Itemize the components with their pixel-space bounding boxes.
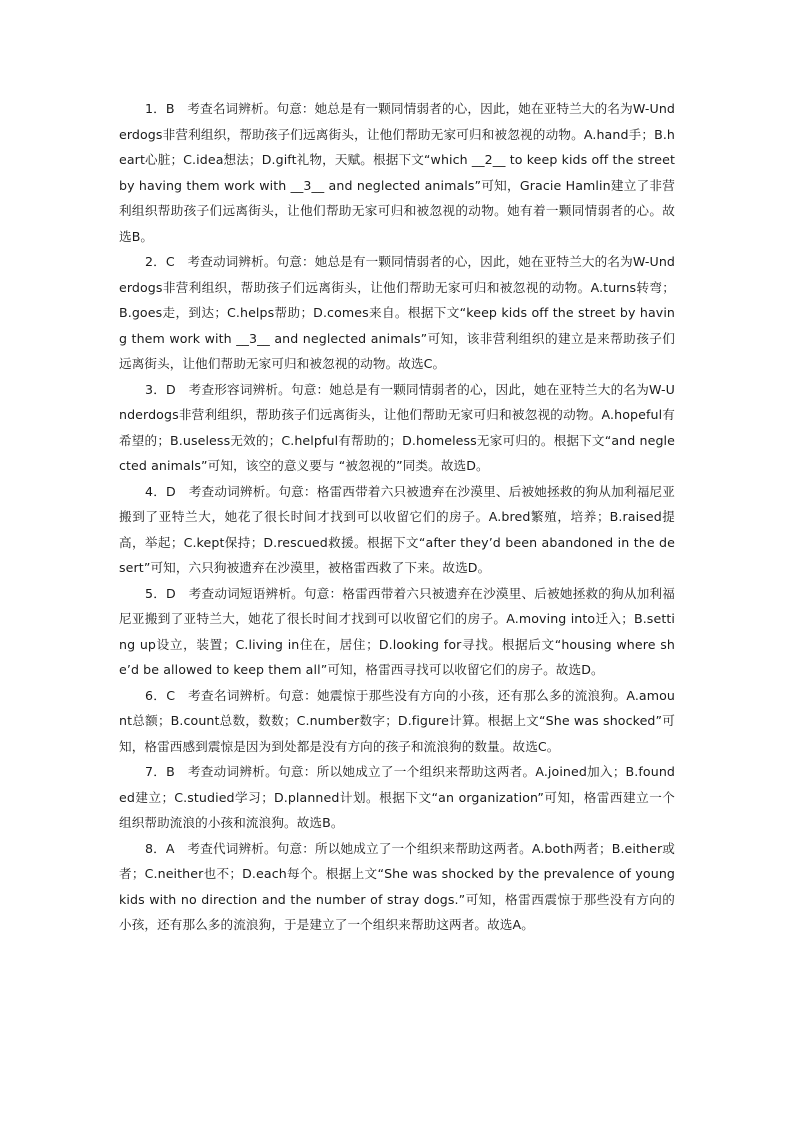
explanation-item-4: 4．D 考查动词辨析。句意：格雷西带着六只被遗弃在沙漠里、后被她拯救的狗从加利福尼亚搬到了亚特兰大，她花了很长时间才找到可以收留它们的房子。A.bred繁殖，培养；B.raised提高，举起；C.kept保持；D.rescued救援。根据下文“after they’d been abandoned in the desert”可知，六只狗被遗弃在沙漠里，被格雷西救了下来。故选D。: [119, 483, 675, 575]
explanation-item-6: 6．C 考查名词辨析。句意：她震惊于那些没有方向的小孩，还有那么多的流浪狗。A.amount总额；B.count总数，数数；C.number数字；D.figure计算。根据上文“She was shocked”可知，格雷西感到震惊是因为到处都是没有方向的孩子和流浪狗的数量。故选C。: [119, 687, 675, 754]
explanation-item-3: 3．D 考查形容词辨析。句意：她总是有一颗同情弱者的心，因此，她在亚特兰大的名为W-Underdogs非营利组织，帮助孩子们远离街头，让他们帮助无家可归和被忽视的动物。A.hopeful有希望的；B.useless无效的；C.helpful有帮助的；D.homeless无家可归的。根据下文“and neglected animals”可知，该空的意义要与 “被忽视的”同类。故选D。: [119, 381, 675, 473]
explanation-item-5: 5．D 考查动词短语辨析。句意：格雷西带着六只被遗弃在沙漠里、后被她拯救的狗从加利福尼亚搬到了亚特兰大，她花了很长时间才找到可以收留它们的房子。A.moving into迁入；B.setting up设立，装置；C.living in住在，居住；D.looking for寻找。根据后文“housing where she’d be allowed to keep them all”可知，格雷西寻找可以收留它们的房子。故选D。: [119, 585, 675, 677]
answer-explanations: [119, 96, 675, 938]
explanation-item-7: 7．B 考查动词辨析。句意：所以她成立了一个组织来帮助这两者。A.joined加入；B.founded建立；C.studied学习；D.planned计划。根据下文“an organization”可知，格雷西建立一个组织帮助流浪的小孩和流浪狗。故选B。: [119, 764, 675, 830]
explanation-item-1: 1．B 考查名词辨析。句意：她总是有一颗同情弱者的心，因此，她在亚特兰大的名为W-Underdogs非营利组织，帮助孩子们远离街头，让他们帮助无家可归和被忽视的动物。A.hand手；B.heart心脏；C.idea想法；D.gift礼物，天赋。根据下文“which __2__ to keep kids off the street by having them work with __3__ and neglected animals”可知，Gracie Hamlin建立了非营利组织帮助孩子们远离街头，让他们帮助无家可归和被忽视的动物。她有着一颗同情弱者的心。故选B。: [119, 101, 675, 244]
explanation-item-8: 8．A 考查代词辨析。句意：所以她成立了一个组织来帮助这两者。A.both两者；B.either或者；C.neither也不；D.each每个。根据上文“She was shocked by the prevalence of young kids with no direction and the number of stray dogs.”可知，格雷西震惊于那些没有方向的小孩，还有那么多的流浪狗，于是建立了一个组织来帮助这两者。故选A。: [119, 840, 675, 932]
explanation-item-2: 2．C 考查动词辨析。句意：她总是有一颗同情弱者的心，因此，她在亚特兰大的名为W-Underdogs非营利组织，帮助孩子们远离街头，让他们帮助无家可归和被忽视的动物。A.turns转弯；B.goes走，到达；C.helps帮助；D.comes来自。根据下文“keep kids off the street by having them work with __3__ and neglected animals”可知，该非营利组织的建立是来帮助孩子们远离街头，让他们帮助无家可归和被忽视的动物。故选C。: [119, 254, 675, 371]
